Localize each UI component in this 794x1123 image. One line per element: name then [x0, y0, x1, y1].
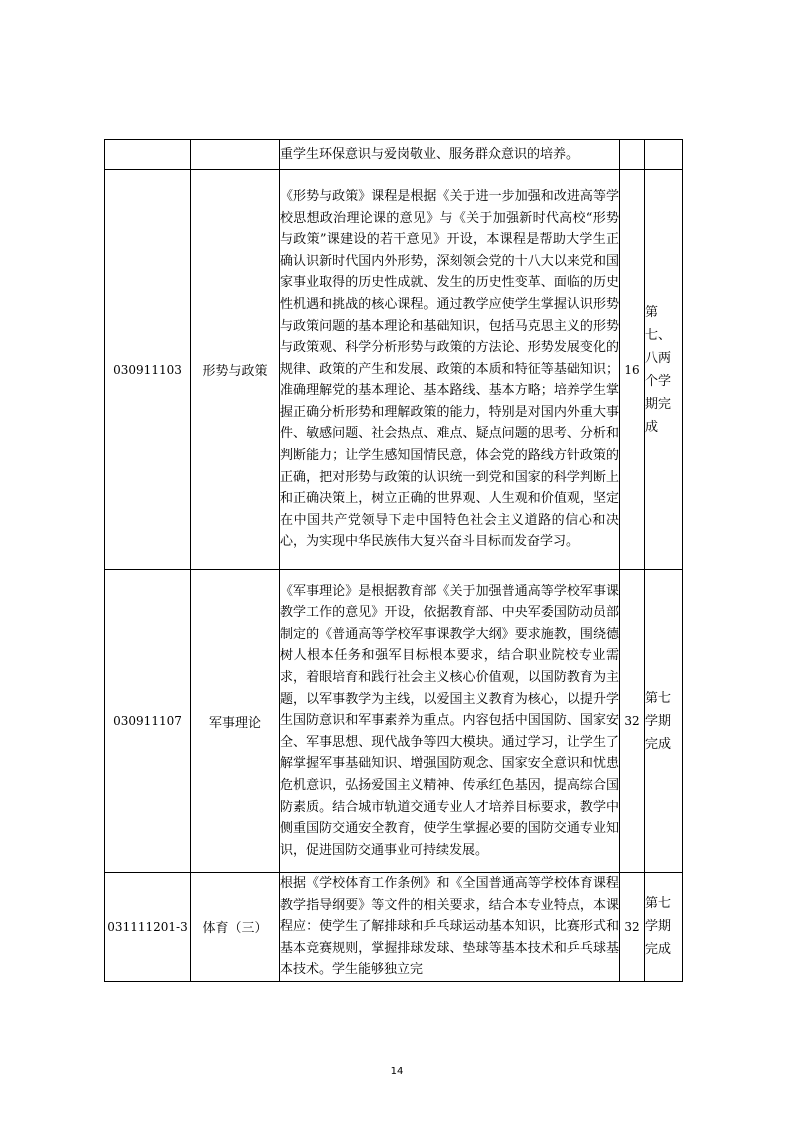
course-name: 体育（三）: [191, 873, 280, 982]
course-hours: 16: [620, 170, 645, 570]
course-description: 重学生环保意识与爱岗敬业、服务群众意识的培养。: [280, 140, 620, 170]
course-term: 第七学期完成: [645, 570, 683, 873]
course-description: 根据《学校体育工作条例》和《全国普通高等学校体育课程教学指导纲要》等文件的相关要求，结合本专业特点，本课程应：使学生了解排球和乒乓球运动基本知识，比赛形式和基本竞赛规则，掌握排球发球、垫球等基本技术和乒乓球基本技术。学生能够独立完: [280, 873, 620, 982]
page-number: 14: [390, 1066, 404, 1077]
course-name: 形势与政策: [191, 170, 280, 570]
course-hours: 32: [620, 570, 645, 873]
course-term: [645, 140, 683, 170]
course-code: 031111201-3: [105, 873, 191, 982]
table-row: [105, 570, 683, 873]
course-description: 《形势与政策》课程是根据《关于进一步加强和改进高等学校思想政治理论课的意见》与《关于加强新时代高校“形势与政策”课建设的若干意见》开设，本课程是帮助大学生正确认识新时代国内外形势，深刻领会党的十八大以来党和国家事业取得的历史性成就、发生的历史性变革、面临的历史性机遇和挑战的核心课程。通过教学应使学生掌握认识形势与政策问题的基本理论和基础知识，包括马克思主义的形势与政策观、科学分析形势与政策的方法论、形势发展变化的规律、政策的产生和发展、政策的本质和特征等基础知识；准确理解党的基本理论、基本路线、基本方略；培养学生掌握正确分析形势和理解政策的能力，特别是对国内外重大事件、敏感问题、社会热点、难点、疑点问题的思考、分析和判断能力；让学生感知国情民意，体会党的路线方针政策的正确，把对形势与政策的认识统一到党和国家的科学判断上和正确决策上，树立正确的世界观、人生观和价值观，坚定在中国共产党领导下走中国特色社会主义道路的信心和决心，为实现中华民族伟大复兴奋斗目标而发奋学习。: [280, 170, 620, 570]
table-row: [105, 140, 683, 170]
course-term: 第七学期完成: [645, 873, 683, 982]
course-name: 军事理论: [191, 570, 280, 873]
course-table: [104, 139, 683, 982]
course-hours: 32: [620, 873, 645, 982]
course-term: 第七、八两个学期完成: [645, 170, 683, 570]
course-code: [105, 140, 191, 170]
course-hours: [620, 140, 645, 170]
course-name: [191, 140, 280, 170]
course-code: 030911107: [105, 570, 191, 873]
table-row: [105, 170, 683, 570]
course-code: 030911103: [105, 170, 191, 570]
table-row: [105, 873, 683, 982]
course-description: 《军事理论》是根据教育部《关于加强普通高等学校军事课教学工作的意见》开设，依据教育部、中央军委国防动员部制定的《普通高等学校军事课教学大纲》要求施教，围绕德树人根本任务和强军目标根本要求，结合职业院校专业需求，着眼培育和践行社会主义核心价值观，以国防教育为主题，以军事教学为主线，以爱国主义教育为核心，以提升学生国防意识和军事素养为重点。内容包括中国国防、国家安全、军事思想、现代战争等四大模块。通过学习，让学生了解掌握军事基础知识、增强国防观念、国家安全意识和忧患危机意识，弘扬爱国主义精神、传承红色基因，提高综合国防素质。结合城市轨道交通专业人才培养目标要求，教学中侧重国防交通安全教育，使学生掌握必要的国防交通专业知识，促进国防交通事业可持续发展。: [280, 570, 620, 873]
